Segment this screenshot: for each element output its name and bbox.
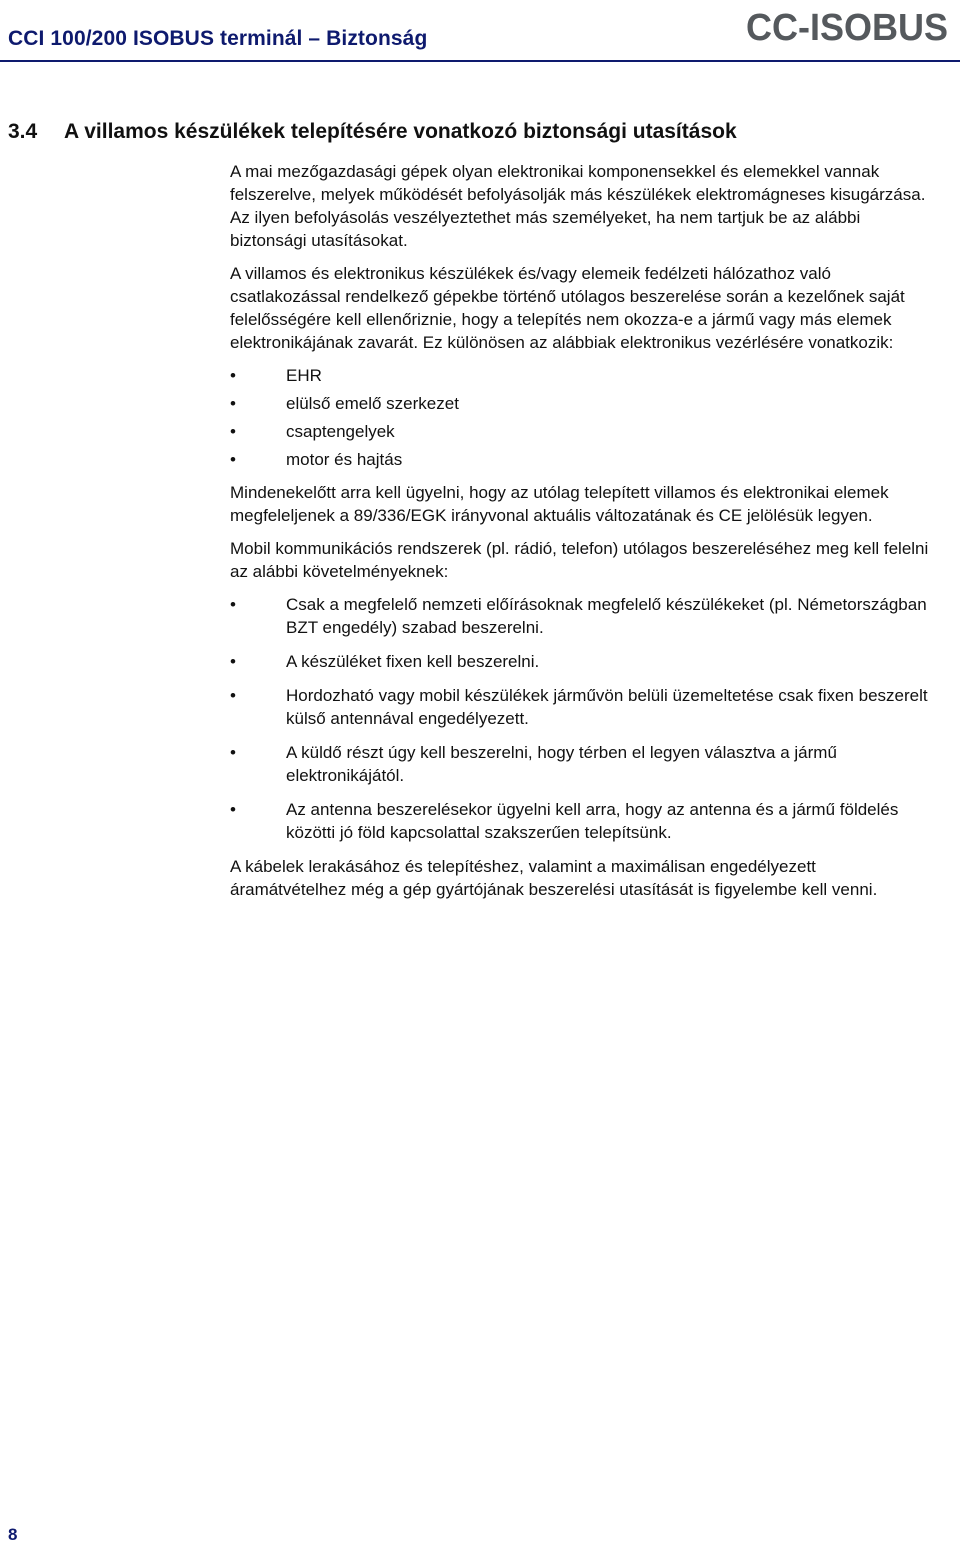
list-item: • EHR: [230, 366, 322, 385]
control-systems-list: [230, 364, 930, 471]
paragraph-mobile-comms: Mobil kommunikációs rendszerek (pl. rádió, telefon) utólagos beszereléséhez meg kell felelni az alábbi követelményeknek:: [230, 539, 929, 581]
list-item: • A küldő részt úgy kell beszerelni, hogy térben el legyen választva a jármű elektronikájától.: [230, 743, 837, 785]
header-divider: [0, 60, 960, 62]
bullet-icon: •: [230, 422, 236, 441]
bullet-icon: •: [230, 686, 236, 705]
bullet-icon: •: [230, 394, 236, 413]
bullet-icon: •: [230, 595, 236, 614]
bullet-icon: •: [230, 366, 236, 385]
logo-text: CC-ISOBUS: [746, 7, 948, 46]
bullet-icon: •: [230, 743, 236, 762]
bullet-icon: •: [230, 652, 236, 671]
list-item: • Az antenna beszerelésekor ügyelni kell arra, hogy az antenna és a jármű földelés közötti jó föld kapcsolattal szakszerűen telepítsünk.: [230, 800, 899, 842]
page-header: [0, 0, 960, 62]
body-text: [230, 160, 930, 911]
paragraph-intro: A mai mezőgazdasági gépek olyan elektronikai komponensekkel és elemekkel vannak felszerelve, melyek működését befolyásolják más készülékek elektromágneses kisugárzása. Az ilyen befolyásolás veszélyeztethet más személyeket, ha nem tartjuk be az alábbi biztonsági utasításokat.: [230, 162, 926, 250]
bullet-icon: •: [230, 800, 236, 819]
list-item: • Hordozható vagy mobil készülékek járművön belüli üzemeltetése csak fixen beszerelt külső antennával engedélyezett.: [230, 686, 928, 728]
list-item: • motor és hajtás: [230, 450, 403, 469]
page-number: 8: [8, 1525, 18, 1544]
paragraph-cables: A kábelek lerakásához és telepítéshez, valamint a maximálisan engedélyezett áramátvételhez még a gép gyártójának beszerelési utasítását is figyelembe kell venni.: [230, 857, 878, 899]
list-item: • A készüléket fixen kell beszerelni.: [230, 652, 540, 671]
cc-isobus-logo: [746, 4, 950, 46]
header-title: CCI 100/200 ISOBUS terminál – Biztonság: [8, 27, 428, 50]
paragraph-installation: A villamos és elektronikus készülékek és/vagy elemeik fedélzeti hálózathoz való csatlakozással rendelkező gépekbe történő utólagos beszerelése során a kezelőnek saját felelősségére kell ellenőriznie, hogy a telepítés nem okozza-e a jármű vagy más elemek elektronikájának zavarát. Ez különösen az alábbiak elektronikus vezérlésére vonatkozik:: [230, 264, 905, 352]
paragraph-ce-marking: Mindenekelőtt arra kell ügyelni, hogy az utólag telepített villamos és elektronikai elemek megfeleljenek a 89/336/EGK irányvonal aktuális változatának és CE jelölésük legyen.: [230, 483, 889, 525]
list-item: • csaptengelyek: [230, 422, 395, 441]
list-item: • Csak a megfelelő nemzeti előírásoknak megfelelő készülékeket (pl. Németországban BZT engedély) szabad beszerelni.: [230, 595, 927, 637]
requirements-list: [230, 593, 930, 844]
bullet-icon: •: [230, 450, 236, 469]
list-item: • elülső emelő szerkezet: [230, 394, 459, 413]
section-number: 3.4: [8, 120, 38, 143]
section-heading: [8, 120, 737, 144]
section-title: A villamos készülékek telepítésére vonatkozó biztonsági utasítások: [64, 120, 737, 143]
